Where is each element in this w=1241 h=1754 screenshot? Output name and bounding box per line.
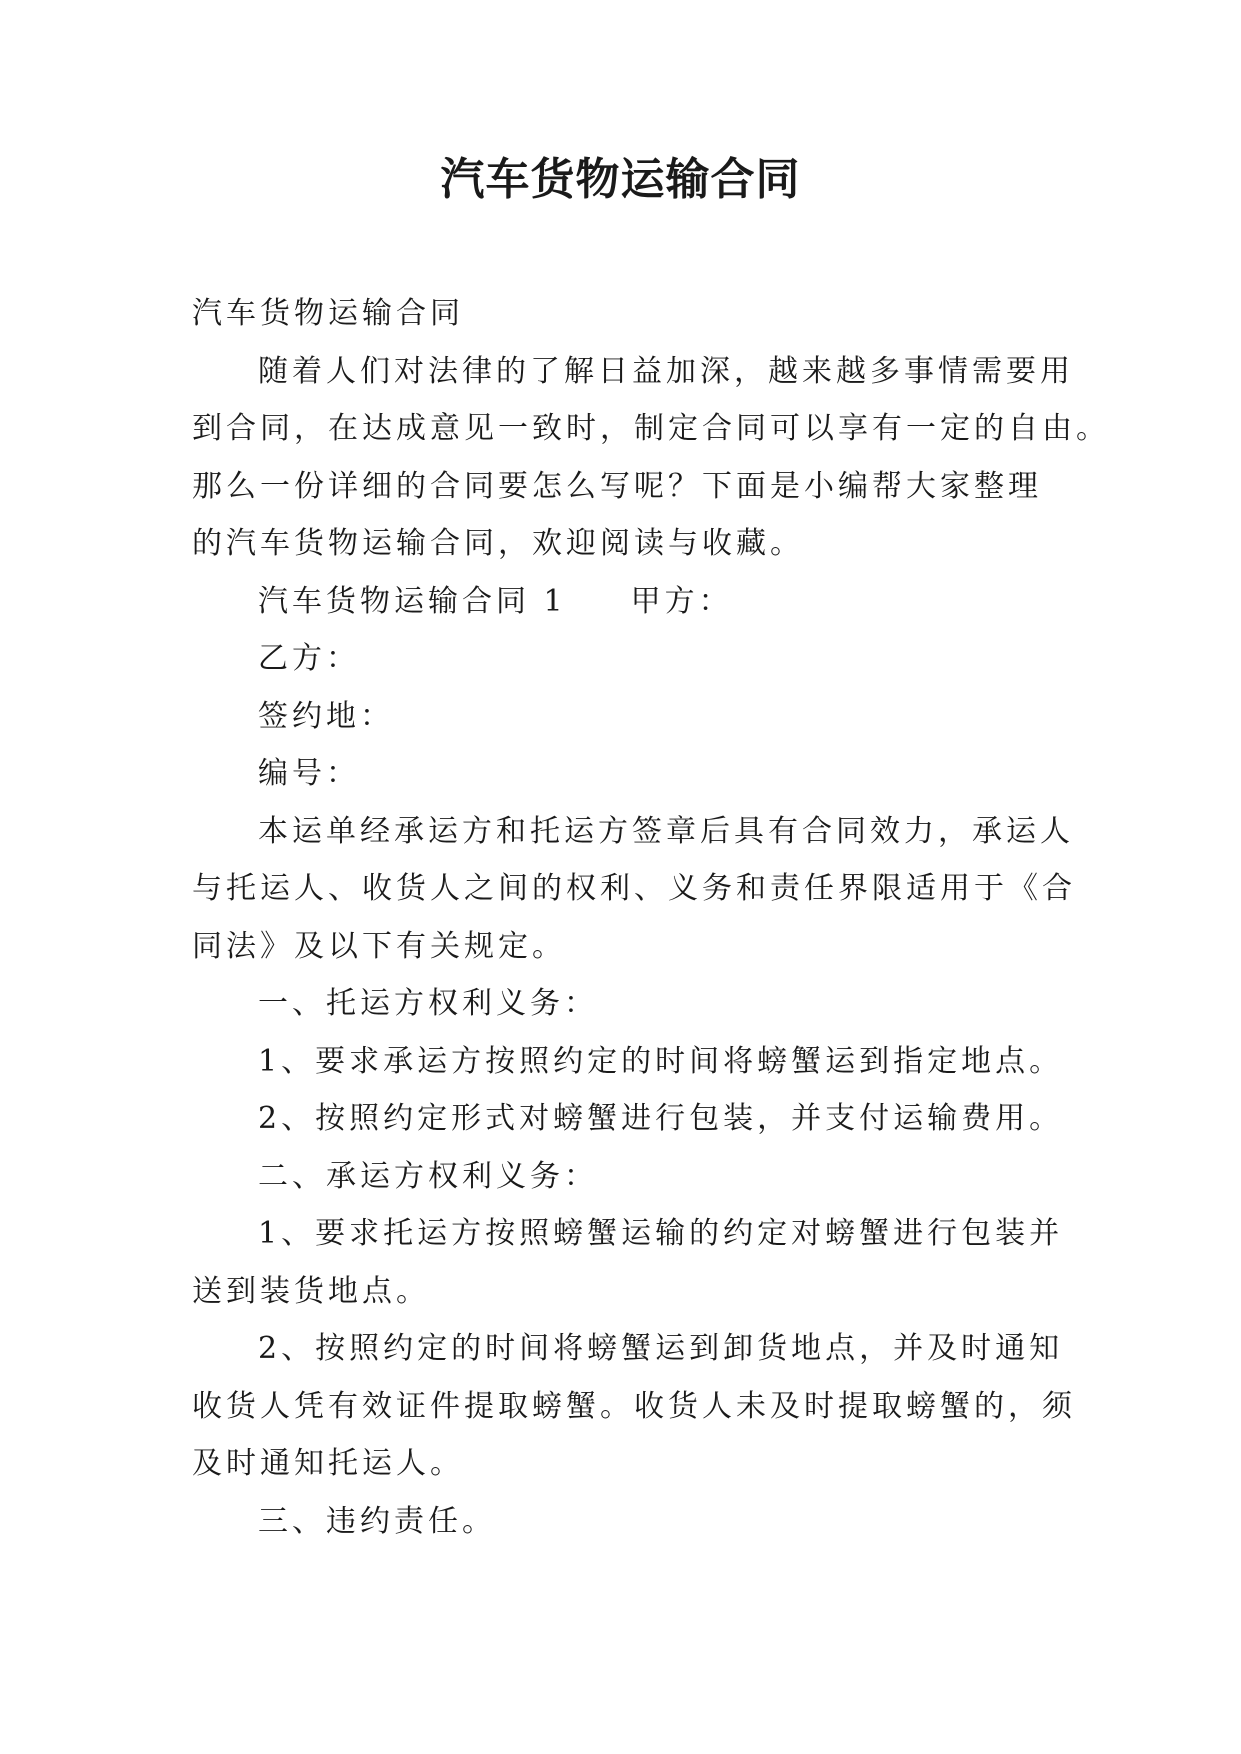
contract-number-label: 汽车货物运输合同 1 [258, 583, 567, 619]
document-title: 汽车货物运输合同 [440, 154, 801, 205]
body-line: 的汽车货物运输合同，欢迎阅读与收藏。 [192, 526, 804, 561]
body-line: 同法》及以下有关规定。 [192, 928, 566, 964]
body-line: 签约地： [258, 698, 394, 734]
body-line: 1、要求托运方按照螃蟹运输的约定对螃蟹进行包装并 [258, 1216, 1064, 1251]
body-line: 编号： [258, 756, 360, 791]
body-line: 收货人凭有效证件提取螃蟹。收货人未及时提取螃蟹的，须 [192, 1388, 1076, 1424]
party-a-label: 甲方： [630, 583, 733, 619]
body-line: 汽车货物运输合同 [192, 296, 464, 331]
document-body [192, 285, 1110, 1550]
body-line: 本运单经承运方和托运方签章后具有合同效力，承运人 [258, 813, 1074, 849]
body-line: 与托运人、收货人之间的权利、义务和责任界限适用于《合 [192, 871, 1076, 906]
section-heading: 二、承运方权利义务： [258, 1158, 598, 1194]
body-line: 乙方： [258, 641, 360, 676]
body-line: 到合同，在达成意见一致时，制定合同可以享有一定的自由。 [192, 411, 1110, 446]
body-line: 及时通知托运人。 [192, 1446, 464, 1481]
section-heading: 三、违约责任。 [258, 1503, 496, 1539]
body-line: 随着人们对法律的了解日益加深，越来越多事情需要用 [258, 353, 1074, 389]
body-line: 2、按照约定形式对螃蟹进行包装，并支付运输费用。 [258, 1101, 1064, 1136]
body-line: 2、按照约定的时间将螃蟹运到卸货地点，并及时通知 [258, 1331, 1064, 1366]
body-line: 1、要求承运方按照约定的时间将螃蟹运到指定地点。 [258, 1043, 1064, 1079]
section-heading: 一、托运方权利义务： [258, 986, 598, 1021]
body-line: 那么一份详细的合同要怎么写呢？下面是小编帮大家整理 [192, 468, 1042, 504]
body-line [192, 573, 1062, 631]
body-line: 送到装货地点。 [192, 1273, 430, 1309]
